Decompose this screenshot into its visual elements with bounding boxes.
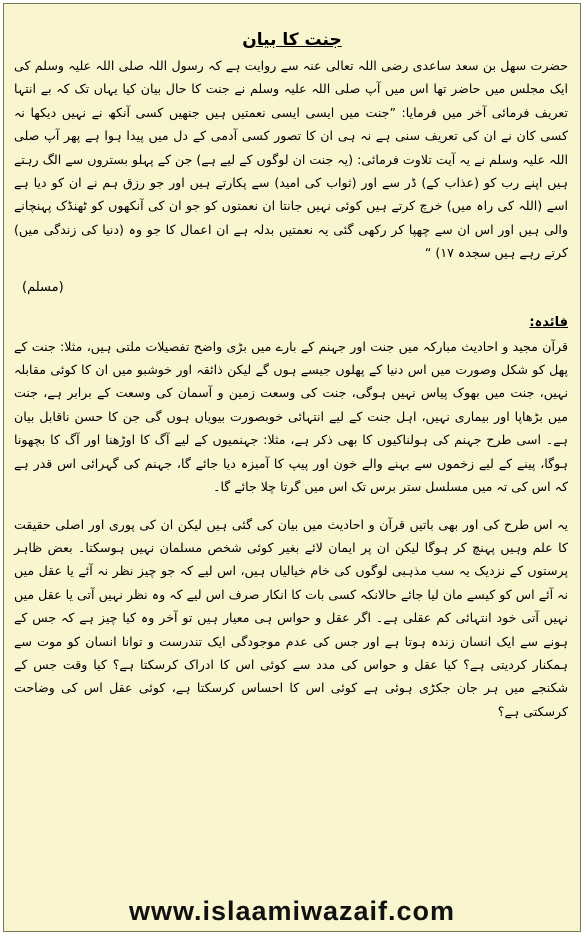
hadith-paragraph: حضرت سھل بن سعد ساعدی رضی اللہ تعالی عنہ سے روایت ہے کہ رسول اللہ صلی اللہ علیہ وسلم کی ایک مجلس میں حاضر تھا اس میں آپ صلی اللہ علیہ وسلم نے جنت کا حال بیان کیا یہاں تک کہ بے انتہا تعریف فرمائی آخر میں فرمایا: ”جنت میں ایسی ایسی نعمتیں ہیں جنھیں کسی آنکھ نے نہیں دیکھا نہ کسی کان نے ان کی تعریف سنی ہے نہ ہی ان کا تصور کسی آدمی کے دل میں پیدا ہوا ہے پھر آپ صلی اللہ علیہ وسلم نے یہ آیت تلاوت فرمائی: (یہ جنت ان لوگوں کے لیے ہے) جن کے پہلو بستروں سے الگ رہتے ہیں اپنے رب کو (عذاب کے) ڈر سے اور (ثواب کی امید) سے پکارتے ہیں اور جو رزق ہم نے ان کو دیا ہے اسے (اللہ کی راہ میں) خرچ کرتے ہیں کوئی نہیں جانتا ان نعمتوں کو جو ان کی آنکھوں کو ٹھنڈک پہنچانے والی ہیں اور اس ان سے چھپا کر رکھی گئی یہ نعمتیں بدلہ ہے ان اعمال کا جو وہ (دنیا کی زندگی میں) کرتے رہے ہیں سجدہ ١٧) “ <box>14 58 568 261</box>
page-title: جنت کا بیان <box>242 30 342 50</box>
website-link[interactable]: www.islaamiwazaif.com <box>128 896 456 926</box>
hadith-reference: (مسلم) <box>22 279 64 295</box>
benefit-heading-wrap <box>4 311 580 335</box>
benefit-heading: فائدہ: <box>529 314 568 330</box>
document-page <box>3 3 581 932</box>
page-title-wrap <box>4 26 580 54</box>
paragraph-spacer <box>4 499 580 513</box>
benefit-paragraph-2: یہ اس طرح کی اور بھی باتیں قرآن و احادیث میں بیان کی گئی ہیں لیکن ان کی پوری اور اصلی حقیقت کا علم وہیں پہنچ کر ہوگا لیکن ان پر ایمان لائے بغیر کوئی شخص مسلمان نہیں ہوسکتا۔ بعض ظاہر پرستوں کے نزدیک یہ سب مذہبی لوگوں کی خام خیالیاں ہیں، اس لیے کہ جو چیز نظر نہ آئے یا عقل میں نہ آئے اس کو کیسے مان لیا جائے حالانکہ کسی بات کا انکار صرف اس لیے کہ وہ نظر نہیں آتی یا عقل میں نہیں آتی خود انتہائی کم عقلی ہے۔ اگر عقل و حواس ہی معیار ہیں تو آخر وہ کیا چیز ہے کہ جس کے ہونے سے ایک انسان زندہ ہوتا ہے اور جس کی عدم موجودگی ایک تندرست و توانا انسان کو موت سے ہمکنار کردیتی ہے؟ کیا عقل و حواس کی مدد سے کوئی اس کا ادراک کرسکتا ہے؟ کیا وقت جس کے شکنجے میں ہر جان جکڑی ہوئی ہے کوئی اس کا احساس کرسکتا ہے، کوئی عقل اس کی وضاحت کرسکتی ہے؟ <box>14 516 568 719</box>
benefit-paragraph-1: قرآن مجید و احادیث مبارکہ میں جنت اور جہنم کے بارے میں بڑی واضح تفصیلات ملتی ہیں، مثلا: جنت کے پھل کو شکل وصورت میں اس دنیا کے پھلوں جیسے ہوں گے لیکن ذائقہ اور خوشبو میں ان کا کوئی مقابلہ نہیں، جنت میں بھوک پیاس نہیں ہوگی، جنت کی وسعت زمین و آسمان کی وسعت کے برابر ہے، جنت میں بڑھاپا اور بیماری نہیں، اہل جنت کے لیے انتہائی خوبصورت بیویاں ہوں گی جن کا حسن ناقابل بیان ہے۔ اسی طرح جہنم کی ہولناکیوں کا بھی ذکر ہے، مثلا: جہنمیوں کے لیے آگ کا اوڑھنا اور آگ کا بچھونا ہوگا، پینے کے لیے زخموں سے بہنے والے خون اور پیپ کا آمیزہ دیا جائے گا، جہنم کی گہرائی اس قدر ہے کہ اس کی تہ میں مسلسل ستر برس تک اس میں گرتا چلا جائے گا۔ <box>14 338 568 495</box>
